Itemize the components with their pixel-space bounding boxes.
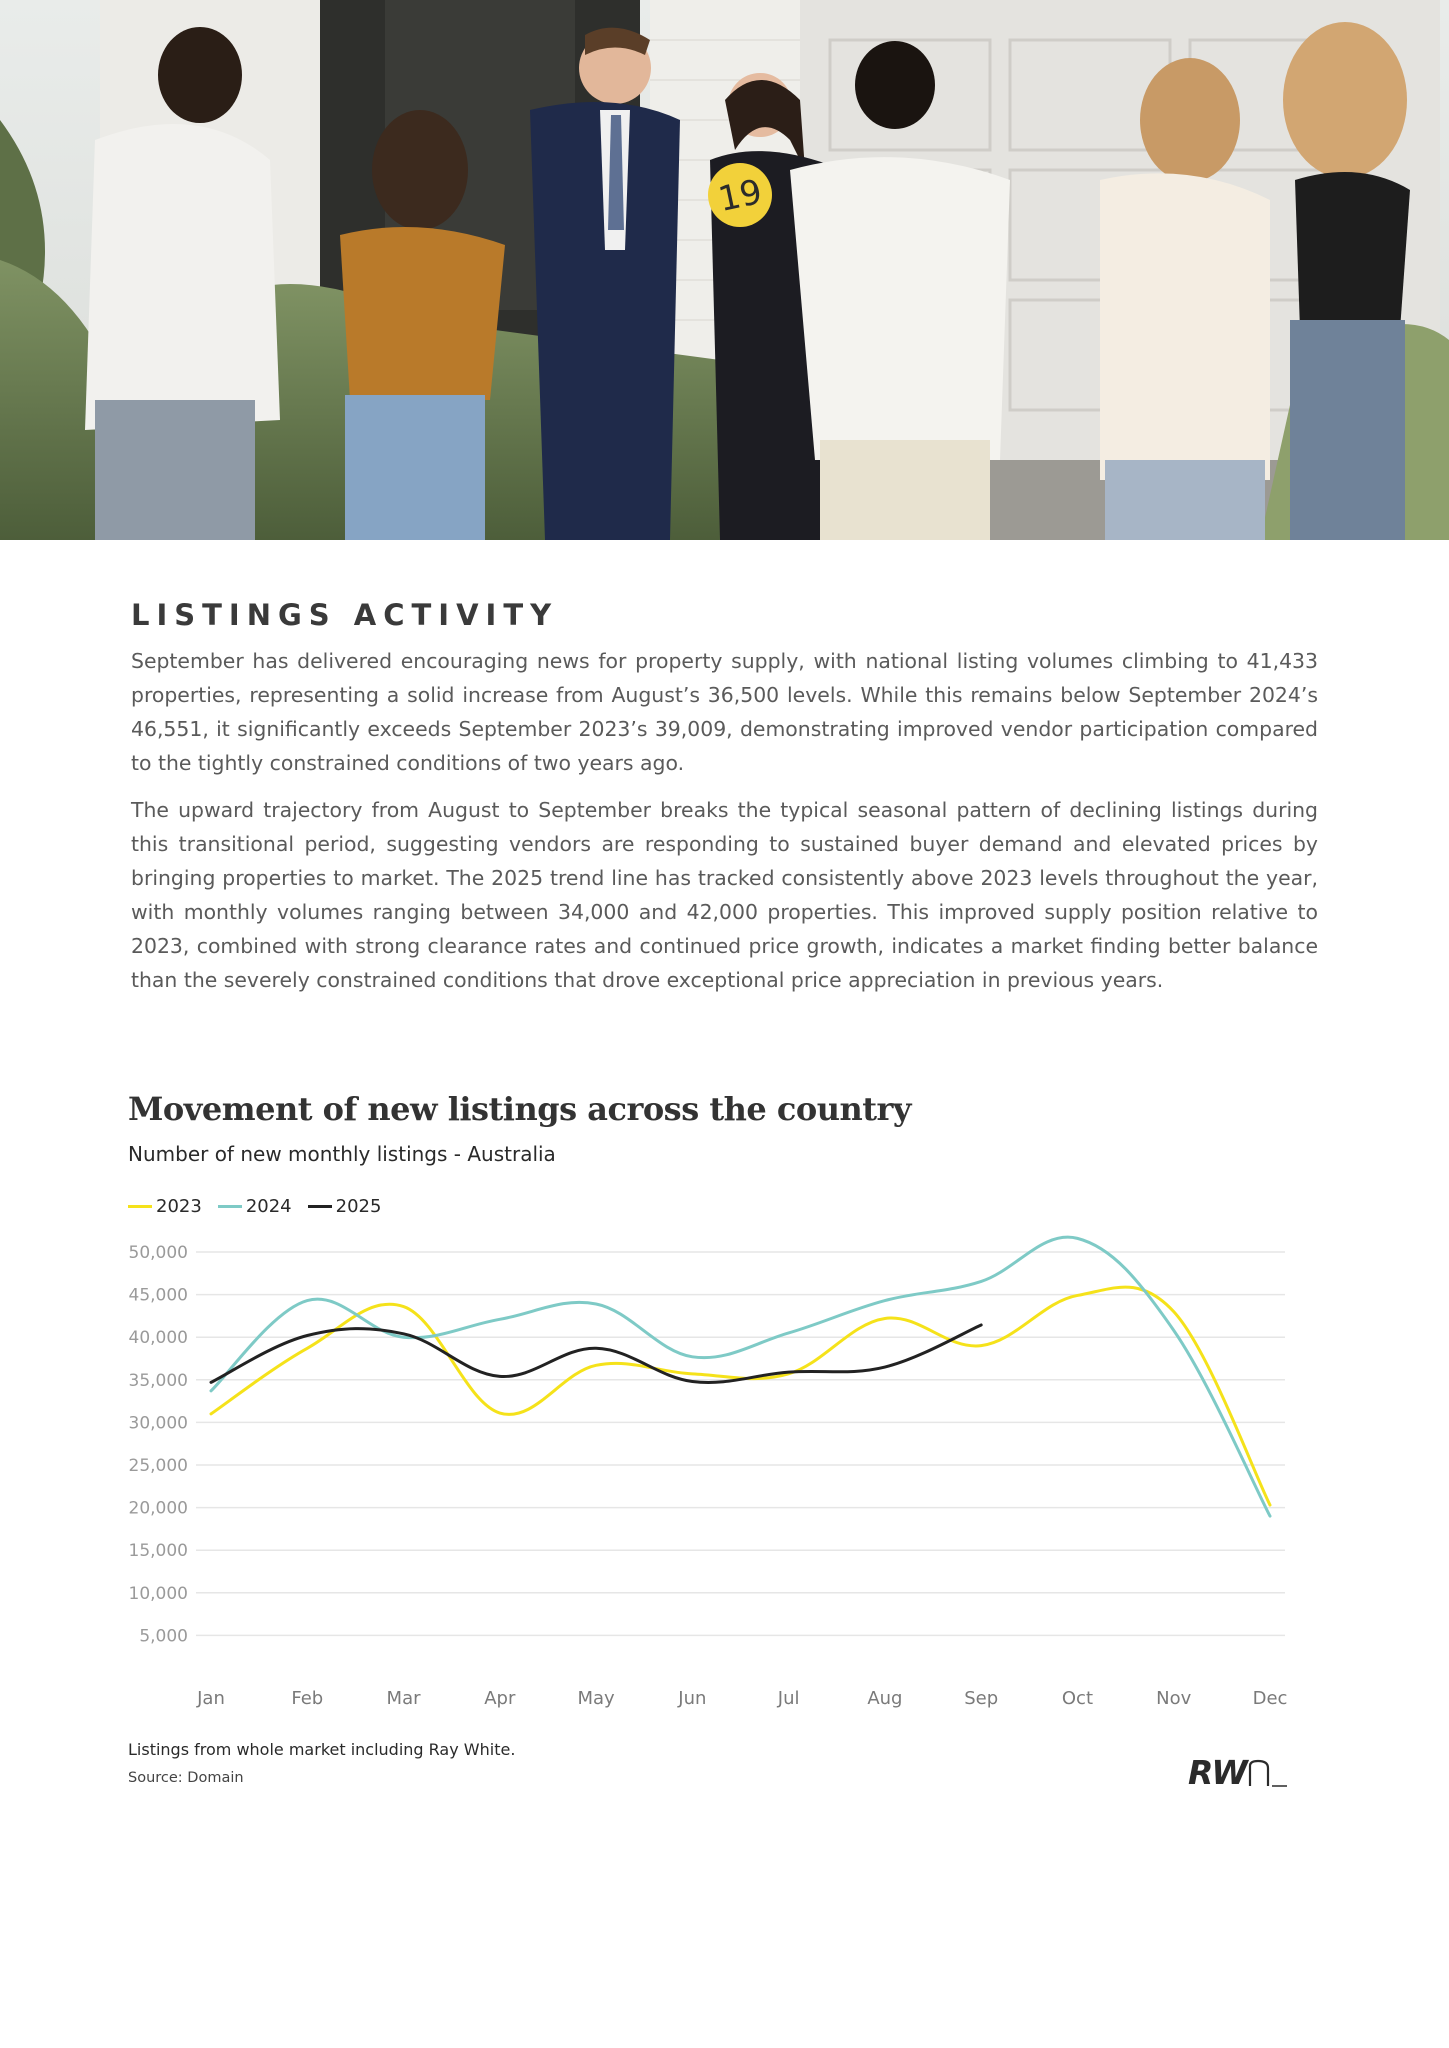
legend-label-2025: 2025 xyxy=(335,1196,382,1217)
y-tick-label: 40,000 xyxy=(128,1328,188,1349)
svg-text:RW: RW xyxy=(1188,1753,1246,1792)
chart-subtitle: Number of new monthly listings - Australia xyxy=(128,1142,556,1166)
legend-item-2024 xyxy=(218,1196,292,1217)
line-chart xyxy=(0,1220,1449,1730)
y-tick-label: 20,000 xyxy=(128,1498,188,1519)
legend-swatch-2024 xyxy=(218,1205,242,1208)
x-axis-ticks xyxy=(196,1688,1287,1709)
x-tick-label: Sep xyxy=(964,1688,999,1709)
y-tick-label: 5,000 xyxy=(139,1626,188,1647)
y-tick-label: 10,000 xyxy=(128,1583,188,1604)
legend-swatch-2025 xyxy=(308,1205,332,1208)
x-tick-label: Jun xyxy=(678,1688,707,1709)
x-tick-label: Jan xyxy=(197,1688,225,1709)
series-line-2025 xyxy=(211,1325,981,1382)
paragraph-2: The upward trajectory from August to September breaks the typical seasonal pattern of declining listings during this transitional period, suggesting vendors are responding to sustained buyer demand and elevated prices by bringing properties to market. The 2025 trend line has tracked consistently above 2023 levels throughout the year, with monthly volumes ranging between 34,000 and 42,000 properties. This improved supply position relative to 2023, combined with strong clearance rates and continued price growth, indicates a market finding better balance than the severely constrained conditions that drove exceptional price appreciation in previous years. xyxy=(131,798,1318,992)
x-tick-label: Aug xyxy=(867,1688,903,1709)
legend-item-2025 xyxy=(308,1196,382,1217)
chart-title: Movement of new listings across the country xyxy=(128,1090,911,1128)
legend-label-2023: 2023 xyxy=(156,1196,202,1217)
y-tick-label: 15,000 xyxy=(128,1541,188,1562)
x-tick-label: Jul xyxy=(777,1688,800,1709)
x-tick-label: Apr xyxy=(484,1688,516,1709)
chart-series xyxy=(211,1237,1270,1516)
chart-grid xyxy=(196,1252,1285,1635)
legend-label-2024: 2024 xyxy=(245,1196,292,1217)
legend-item-2023 xyxy=(128,1196,202,1217)
y-tick-label: 50,000 xyxy=(128,1243,188,1263)
svg-text:19: 19 xyxy=(714,171,766,221)
x-tick-label: Mar xyxy=(386,1688,421,1709)
hero-image xyxy=(0,0,1449,540)
legend-swatch-2023 xyxy=(128,1205,152,1208)
section-title: LISTINGS ACTIVITY xyxy=(131,598,559,632)
x-tick-label: Nov xyxy=(1156,1688,1192,1709)
series-line-2023 xyxy=(211,1287,1270,1505)
x-tick-label: Oct xyxy=(1061,1688,1094,1709)
x-tick-label: May xyxy=(577,1688,615,1709)
listings-activity-section xyxy=(131,598,1318,1010)
ray-white-logo xyxy=(1188,1752,1288,1792)
y-tick-label: 30,000 xyxy=(128,1413,188,1434)
x-tick-label: Dec xyxy=(1252,1688,1288,1709)
y-tick-label: 45,000 xyxy=(128,1285,188,1306)
y-tick-label: 35,000 xyxy=(128,1370,188,1391)
chart-footnote: Listings from whole market including Ray White. xyxy=(128,1740,516,1759)
y-tick-label: 25,000 xyxy=(128,1456,188,1476)
x-tick-label: Feb xyxy=(291,1688,324,1709)
chart-legend xyxy=(128,1196,397,1217)
chart-source: Source: Domain xyxy=(128,1770,244,1786)
y-axis-ticks xyxy=(129,1243,188,1646)
paragraph-1: September has delivered encouraging news for property supply, with national listing volumes climbing to 41,433 properties, representing a solid increase from August’s 36,500 levels. While this remains below September 2024’s 46,551, it significantly exceeds September 2023’s 39,009, demonstrating improved vendor participation compared to the tightly constrained conditions of two years ago. xyxy=(131,649,1318,775)
